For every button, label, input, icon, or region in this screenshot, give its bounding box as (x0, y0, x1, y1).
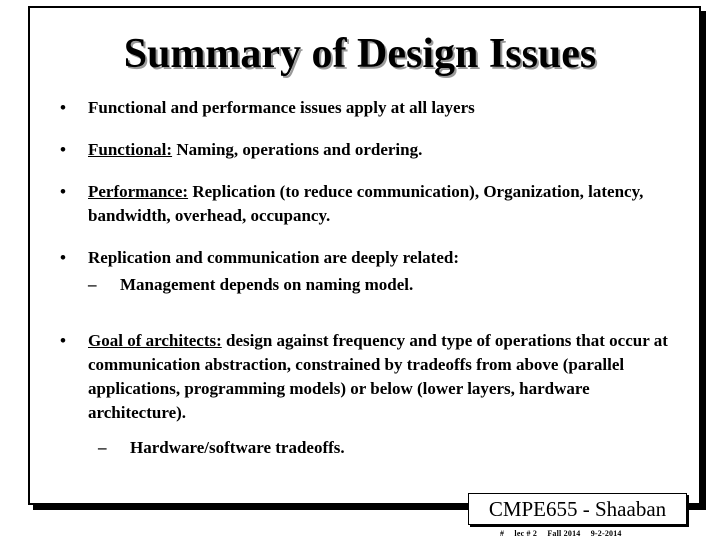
bullet-item-5 (60, 329, 680, 425)
bullet-glyph: • (60, 98, 66, 117)
sub-bullet (88, 273, 459, 297)
bullet-label: Functional: (88, 140, 173, 159)
bullet-item-4 (60, 246, 459, 297)
bullet-item-1 (60, 96, 475, 120)
slide-title: Summary of Design Issues (123, 31, 597, 77)
sub-bullet-text: Hardware/software tradeoffs. (130, 438, 345, 457)
dash-glyph: – (88, 275, 97, 294)
bullet-text: Functional and performance issues apply at all layers (88, 98, 475, 117)
course-label-box (468, 493, 687, 525)
bullet-text: Replication and communication are deeply related: (88, 248, 459, 267)
dash-glyph: – (98, 438, 107, 457)
sub-bullet-text: Management depends on naming model. (120, 275, 414, 294)
footer-meta (500, 529, 630, 538)
bullet-item-2 (60, 138, 422, 162)
bullet-text: Replication (to reduce communication), Organization, latency, bandwidth, overhead, occupancy. (88, 182, 644, 225)
bullet-label: Performance: (88, 182, 189, 201)
bullet-glyph: • (60, 140, 66, 159)
sub-bullet (98, 436, 345, 460)
course-label: CMPE655 - Shaaban (488, 497, 667, 521)
bullet-glyph: • (60, 248, 66, 267)
footer-term: Fall 2014 (547, 529, 581, 538)
footer-lecture: lec # 2 (514, 529, 538, 538)
footer-date: 9-2-2014 (590, 529, 622, 538)
bullet-glyph: • (60, 331, 66, 350)
bullet-item-3 (60, 180, 680, 228)
footer-hash: # (500, 529, 505, 538)
bullet-text: Naming, operations and ordering. (172, 140, 423, 159)
bullet-glyph: • (60, 182, 66, 201)
bullet-label: Goal of architects: (88, 331, 222, 350)
bullet-text: design against frequency and type of operations that occur at communication abstraction, constrained by tradeoffs from above (parallel applications, programming models) or below (lower layers, hardware architecture). (88, 331, 668, 422)
